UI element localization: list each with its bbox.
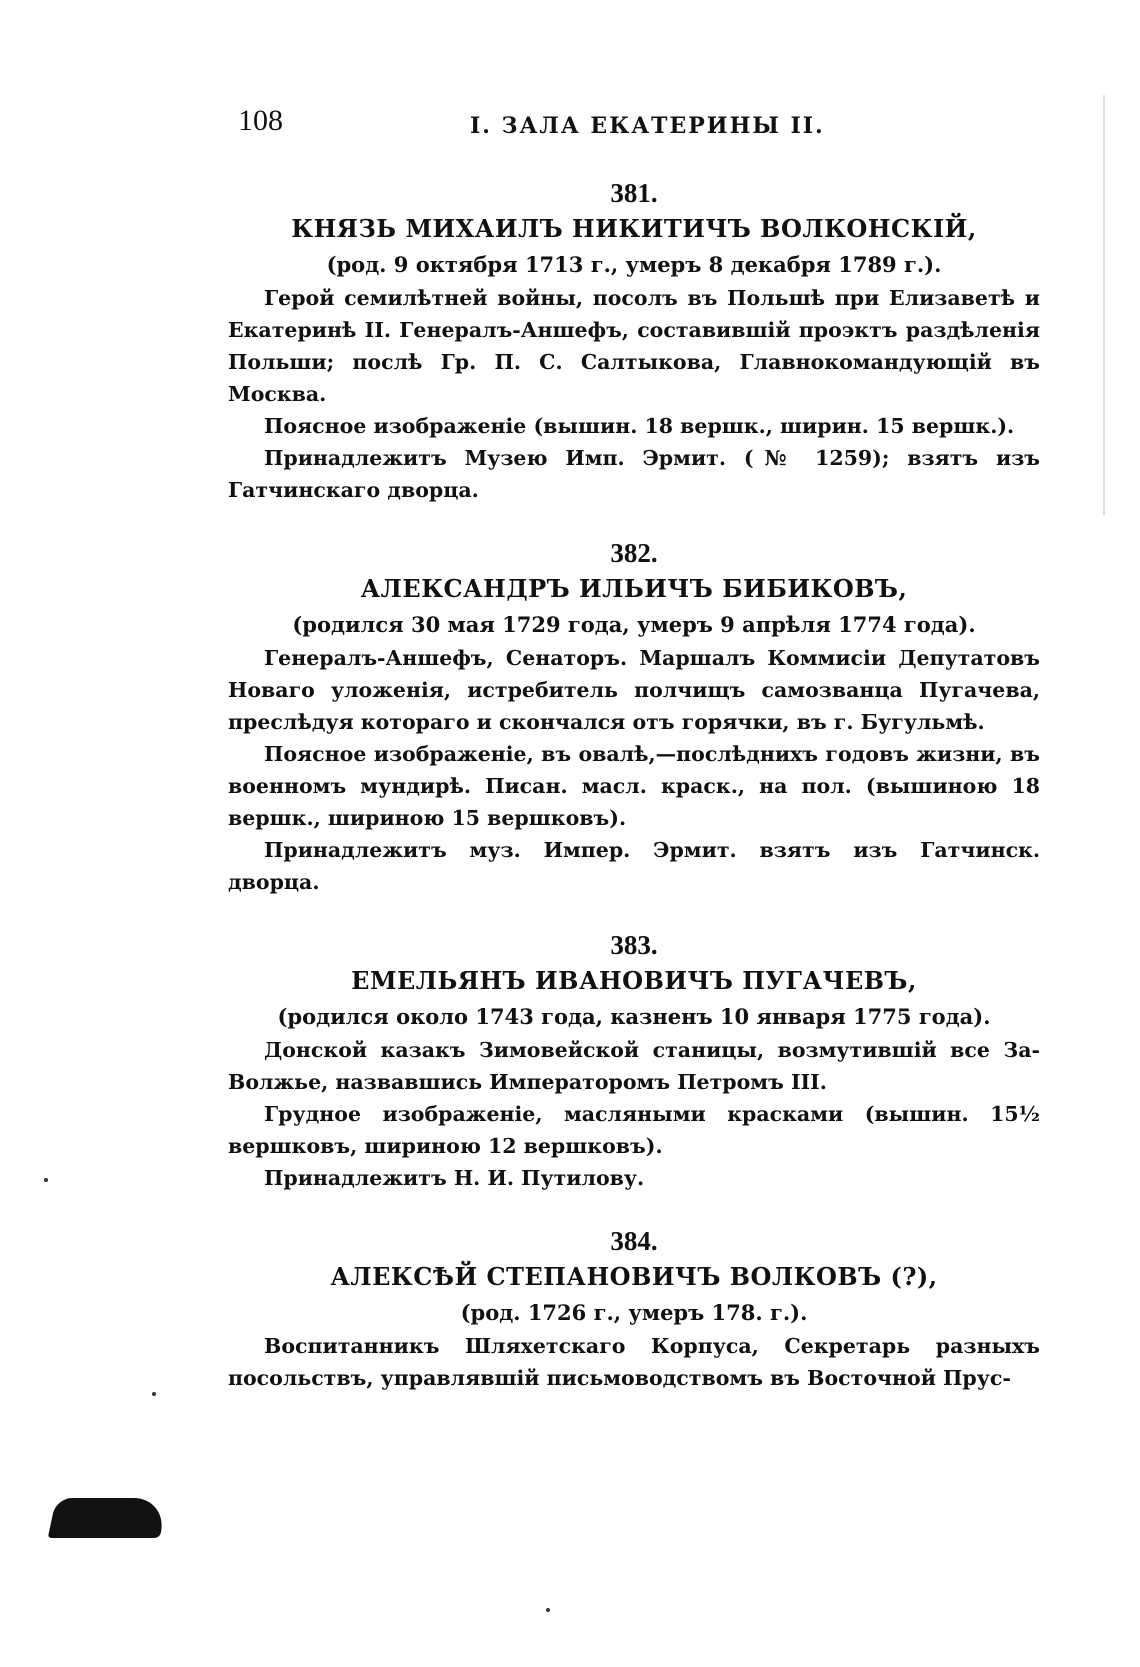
entry-dates: (родился 30 мая 1729 года, умеръ 9 апрѣля 1774 года). [292,612,976,637]
entry-name: АЛЕКСѢЙ СТЕПАНОВИЧЪ ВОЛКОВЪ (?), [330,1262,938,1291]
entry-paragraph: Поясное изображеніе, въ овалѣ,—послѣднихъ годовъ жизни, въ военномъ мундирѣ. Писан. масл. краск., на пол. (вышиною 18 вершк., шириною 15 вершковъ). [228,742,1040,830]
entry-number: 382. [610,538,658,568]
entry-381 [228,176,1040,506]
page-number: 108 [238,104,283,137]
ink-speck [546,1608,550,1612]
entry-paragraph: Генералъ-Аншефъ, Сенаторъ. Маршалъ Коммисіи Депутатовъ Новаго уложенія, истребитель полчищъ самозванца Пугачева, преслѣдуя котораго и скончался отъ горячки, въ г. Бугульмѣ. [228,646,1040,734]
spacer [228,898,1040,928]
entry-name: ЕМЕЛЬЯНЪ ИВАНОВИЧЪ ПУГАЧЕВЪ, [351,966,917,995]
spacer [228,506,1040,536]
entry-dates: (род. 1726 г., умеръ 178. г.). [460,1300,808,1325]
entry-paragraph: Поясное изображеніе (вышин. 18 вершк., ширин. 15 вершк.). [264,414,1015,438]
entry-number: 383. [610,930,658,960]
binding-edge [1103,95,1105,515]
running-head: I. ЗАЛА ЕКАТЕРИНЫ II. [470,113,825,139]
ink-speck [44,1178,48,1182]
spacer [228,1194,1040,1224]
ink-speck [152,1392,156,1396]
ink-blot [48,1498,169,1538]
entry-paragraph: Принадлежитъ Н. И. Путилову. [264,1166,645,1190]
entry-383 [228,928,1040,1194]
entry-name: КНЯЗЬ МИХАИЛЪ НИКИТИЧЪ ВОЛКОНСКІЙ, [291,214,977,243]
entry-dates: (родился около 1743 года, казненъ 10 января 1775 года). [277,1004,991,1029]
entry-paragraph: Принадлежитъ муз. Импер. Эрмит. взятъ изъ Гатчинск. дворца. [228,838,1040,894]
text-column [228,176,1040,1394]
entry-paragraph: Донской казакъ Зимовейской станицы, возмутившій все За-Волжье, назвавшись Императоромъ Петромъ III. [228,1038,1040,1094]
entry-dates: (род. 9 октября 1713 г., умеръ 8 декабря 1789 г.). [326,252,942,277]
entry-paragraph: Принадлежитъ Музею Имп. Эрмит. (№ 1259); взятъ изъ Гатчинскаго дворца. [228,446,1040,502]
entry-paragraph: Грудное изображеніе, масляными красками (вышин. 15½ вершковъ, шириною 12 вершковъ). [228,1102,1040,1158]
entry-384 [228,1224,1040,1394]
entry-382 [228,536,1040,898]
entry-number: 384. [610,1226,658,1256]
entry-number: 381. [610,178,658,208]
entry-paragraph: Воспитанникъ Шляхетскаго Корпуса, Секретарь разныхъ посольствъ, управлявшій письмоводствомъ въ Восточной Прус- [228,1334,1040,1390]
entry-name: АЛЕКСАНДРЪ ИЛЬИЧЪ БИБИКОВЪ, [360,574,908,603]
entry-paragraph: Герой семилѣтней войны, посолъ въ Польшѣ при Елизаветѣ и Екатеринѣ II. Генералъ-Аншефъ, составившій проэктъ раздѣленія Польши; послѣ Гр. П. С. Салтыкова, Главнокомандующій въ Москва. [228,286,1040,406]
